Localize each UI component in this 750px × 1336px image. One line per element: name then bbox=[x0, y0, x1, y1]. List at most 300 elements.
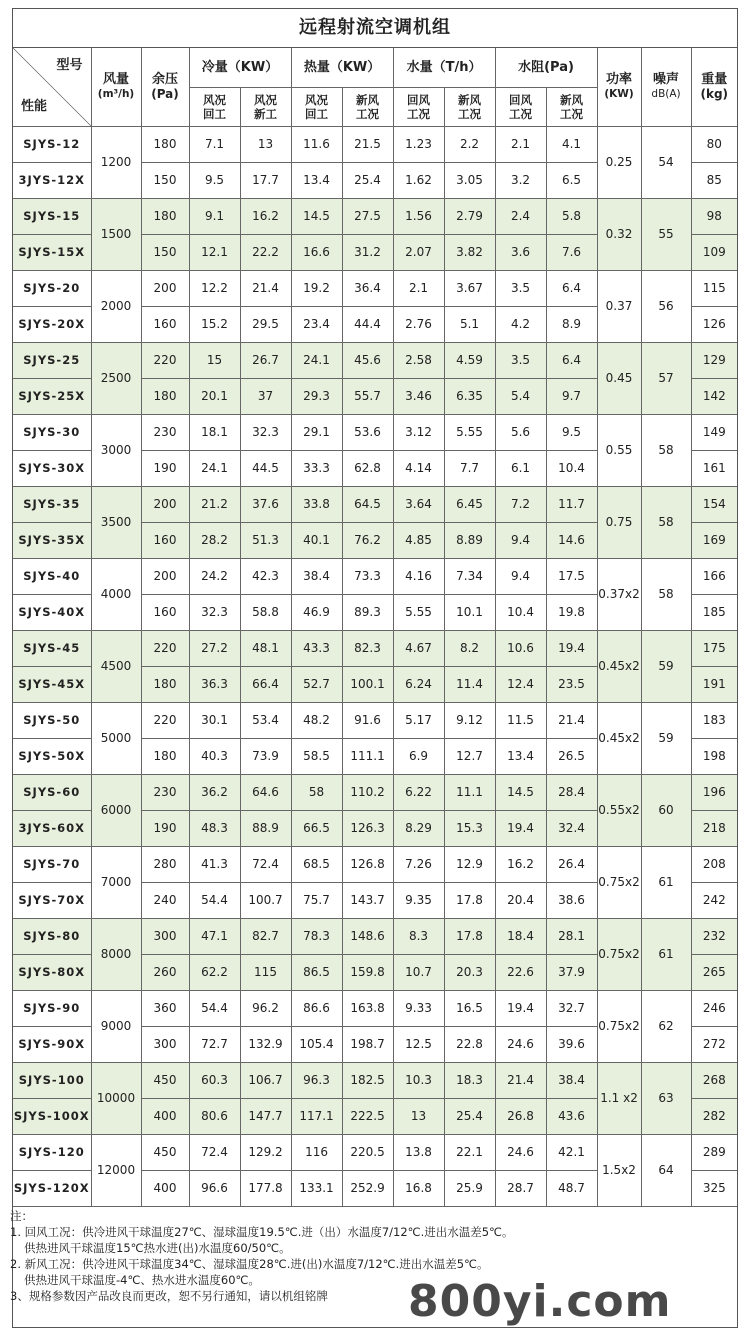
airflow-cell: 10000 bbox=[91, 1062, 141, 1134]
value-cell: 15.3 bbox=[444, 810, 495, 846]
value-cell: 9.1 bbox=[189, 198, 240, 234]
model-cell: SJYS-40X bbox=[13, 594, 91, 630]
header-resistance: 水阻(Pa) bbox=[495, 48, 597, 87]
value-cell: 6.9 bbox=[393, 738, 444, 774]
subheader-line: 工况 bbox=[560, 106, 584, 121]
power-cell: 0.55 bbox=[597, 414, 641, 486]
subheader-line: 风况 bbox=[203, 92, 226, 107]
value-cell: 6.4 bbox=[546, 342, 597, 378]
table-row bbox=[13, 774, 737, 810]
pressure-cell: 150 bbox=[141, 162, 189, 198]
value-cell: 5.8 bbox=[546, 198, 597, 234]
model-cell: SJYS-30X bbox=[13, 450, 91, 486]
value-cell: 18.4 bbox=[495, 918, 546, 954]
value-cell: 14.6 bbox=[546, 522, 597, 558]
model-cell: SJYS-20 bbox=[13, 270, 91, 306]
value-cell: 48.7 bbox=[546, 1170, 597, 1206]
value-cell: 18.1 bbox=[189, 414, 240, 450]
noise-cell: 61 bbox=[641, 918, 691, 990]
value-cell: 18.3 bbox=[444, 1062, 495, 1098]
weight-cell: 166 bbox=[691, 558, 737, 594]
value-cell: 43.3 bbox=[291, 630, 342, 666]
pressure-cell: 240 bbox=[141, 882, 189, 918]
header-power bbox=[597, 48, 641, 126]
value-cell: 19.4 bbox=[546, 630, 597, 666]
header-power-label: 功率 bbox=[606, 71, 633, 87]
value-cell: 82.7 bbox=[240, 918, 291, 954]
value-cell: 88.9 bbox=[240, 810, 291, 846]
header-power-unit: (KW) bbox=[604, 87, 634, 100]
pressure-cell: 450 bbox=[141, 1134, 189, 1170]
value-cell: 3.12 bbox=[393, 414, 444, 450]
header-pressure bbox=[141, 48, 189, 126]
value-cell: 32.3 bbox=[189, 594, 240, 630]
weight-cell: 142 bbox=[691, 378, 737, 414]
value-cell: 36.3 bbox=[189, 666, 240, 702]
weight-cell: 109 bbox=[691, 234, 737, 270]
airflow-cell: 7000 bbox=[91, 846, 141, 918]
airflow-cell: 8000 bbox=[91, 918, 141, 990]
value-cell: 11.6 bbox=[291, 126, 342, 162]
model-cell: SJYS-120X bbox=[13, 1170, 91, 1206]
header-noise bbox=[641, 48, 691, 126]
subheader-cell bbox=[342, 87, 393, 126]
value-cell: 38.6 bbox=[546, 882, 597, 918]
weight-cell: 246 bbox=[691, 990, 737, 1026]
value-cell: 20.3 bbox=[444, 954, 495, 990]
header-airflow-label: 风量 bbox=[102, 71, 129, 87]
table-row bbox=[13, 342, 737, 378]
value-cell: 24.1 bbox=[189, 450, 240, 486]
value-cell: 9.5 bbox=[546, 414, 597, 450]
noise-cell: 64 bbox=[641, 1134, 691, 1206]
value-cell: 11.4 bbox=[444, 666, 495, 702]
table-row bbox=[13, 630, 737, 666]
value-cell: 10.3 bbox=[393, 1062, 444, 1098]
value-cell: 6.5 bbox=[546, 162, 597, 198]
value-cell: 30.1 bbox=[189, 702, 240, 738]
airflow-cell: 2000 bbox=[91, 270, 141, 342]
value-cell: 148.6 bbox=[342, 918, 393, 954]
airflow-cell: 4500 bbox=[91, 630, 141, 702]
value-cell: 117.1 bbox=[291, 1098, 342, 1134]
value-cell: 26.8 bbox=[495, 1098, 546, 1134]
value-cell: 54.4 bbox=[189, 882, 240, 918]
value-cell: 96.3 bbox=[291, 1062, 342, 1098]
table-row bbox=[13, 270, 737, 306]
value-cell: 73.9 bbox=[240, 738, 291, 774]
noise-cell: 60 bbox=[641, 774, 691, 846]
pressure-cell: 300 bbox=[141, 918, 189, 954]
pressure-cell: 200 bbox=[141, 270, 189, 306]
value-cell: 40.3 bbox=[189, 738, 240, 774]
value-cell: 60.3 bbox=[189, 1062, 240, 1098]
noise-cell: 55 bbox=[641, 198, 691, 270]
value-cell: 5.55 bbox=[444, 414, 495, 450]
table-row bbox=[13, 1134, 737, 1170]
value-cell: 17.7 bbox=[240, 162, 291, 198]
subheader-line: 回工 bbox=[203, 106, 226, 121]
value-cell: 39.6 bbox=[546, 1026, 597, 1062]
power-cell: 1.5x2 bbox=[597, 1134, 641, 1206]
value-cell: 3.46 bbox=[393, 378, 444, 414]
airflow-cell: 12000 bbox=[91, 1134, 141, 1206]
value-cell: 54.4 bbox=[189, 990, 240, 1026]
value-cell: 43.6 bbox=[546, 1098, 597, 1134]
value-cell: 28.7 bbox=[495, 1170, 546, 1206]
value-cell: 159.8 bbox=[342, 954, 393, 990]
subheader-line: 新风 bbox=[356, 92, 380, 107]
model-cell: SJYS-90 bbox=[13, 990, 91, 1026]
value-cell: 26.4 bbox=[546, 846, 597, 882]
note-line: 3、规格参数因产品改良而更改，恕不另行通知，请以机组铭牌 bbox=[10, 1289, 328, 1303]
value-cell: 7.6 bbox=[546, 234, 597, 270]
value-cell: 2.76 bbox=[393, 306, 444, 342]
value-cell: 13.4 bbox=[291, 162, 342, 198]
subheader-line: 工况 bbox=[407, 106, 431, 121]
value-cell: 7.34 bbox=[444, 558, 495, 594]
value-cell: 16.6 bbox=[291, 234, 342, 270]
value-cell: 64.6 bbox=[240, 774, 291, 810]
model-cell: SJYS-25X bbox=[13, 378, 91, 414]
value-cell: 15.2 bbox=[189, 306, 240, 342]
value-cell: 26.5 bbox=[546, 738, 597, 774]
weight-cell: 242 bbox=[691, 882, 737, 918]
value-cell: 52.7 bbox=[291, 666, 342, 702]
value-cell: 4.85 bbox=[393, 522, 444, 558]
power-cell: 0.25 bbox=[597, 126, 641, 198]
power-cell: 0.45x2 bbox=[597, 630, 641, 702]
table-row bbox=[13, 846, 737, 882]
airflow-cell: 5000 bbox=[91, 702, 141, 774]
subheader-line: 回风 bbox=[509, 92, 533, 107]
model-cell: SJYS-70X bbox=[13, 882, 91, 918]
pressure-cell: 450 bbox=[141, 1062, 189, 1098]
header-pressure-label: 余压 bbox=[151, 71, 178, 87]
value-cell: 19.4 bbox=[495, 990, 546, 1026]
table-row bbox=[13, 702, 737, 738]
power-cell: 0.45x2 bbox=[597, 702, 641, 774]
value-cell: 3.05 bbox=[444, 162, 495, 198]
noise-cell: 62 bbox=[641, 990, 691, 1062]
value-cell: 3.5 bbox=[495, 342, 546, 378]
value-cell: 4.1 bbox=[546, 126, 597, 162]
value-cell: 9.5 bbox=[189, 162, 240, 198]
value-cell: 12.4 bbox=[495, 666, 546, 702]
value-cell: 13 bbox=[393, 1098, 444, 1134]
model-cell: SJYS-45 bbox=[13, 630, 91, 666]
subheader-line: 工况 bbox=[458, 106, 482, 121]
pressure-cell: 160 bbox=[141, 522, 189, 558]
pressure-cell: 180 bbox=[141, 738, 189, 774]
model-cell: SJYS-80 bbox=[13, 918, 91, 954]
model-cell: SJYS-50X bbox=[13, 738, 91, 774]
value-cell: 4.16 bbox=[393, 558, 444, 594]
value-cell: 16.2 bbox=[240, 198, 291, 234]
model-cell: SJYS-120 bbox=[13, 1134, 91, 1170]
value-cell: 12.9 bbox=[444, 846, 495, 882]
table-row bbox=[13, 414, 737, 450]
model-cell: SJYS-12 bbox=[13, 126, 91, 162]
weight-cell: 185 bbox=[691, 594, 737, 630]
value-cell: 7.26 bbox=[393, 846, 444, 882]
note-line: 2. 新风工况：供冷进风干球温度34℃、湿球温度28℃.进(出)水温度7/12℃.进出水温差5℃。 bbox=[10, 1257, 489, 1271]
value-cell: 7.2 bbox=[495, 486, 546, 522]
weight-cell: 208 bbox=[691, 846, 737, 882]
airflow-cell: 2500 bbox=[91, 342, 141, 414]
model-cell: SJYS-50 bbox=[13, 702, 91, 738]
value-cell: 26.7 bbox=[240, 342, 291, 378]
value-cell: 10.4 bbox=[495, 594, 546, 630]
value-cell: 45.6 bbox=[342, 342, 393, 378]
power-cell: 0.45 bbox=[597, 342, 641, 414]
page-title: 远程射流空调机组 bbox=[13, 9, 737, 48]
model-cell: SJYS-100X bbox=[13, 1098, 91, 1134]
weight-cell: 282 bbox=[691, 1098, 737, 1134]
value-cell: 2.07 bbox=[393, 234, 444, 270]
value-cell: 27.5 bbox=[342, 198, 393, 234]
model-cell: SJYS-100 bbox=[13, 1062, 91, 1098]
value-cell: 126.8 bbox=[342, 846, 393, 882]
weight-cell: 272 bbox=[691, 1026, 737, 1062]
header-heating: 热量（KW） bbox=[291, 48, 393, 87]
spec-sheet bbox=[12, 8, 738, 1328]
value-cell: 36.4 bbox=[342, 270, 393, 306]
value-cell: 4.2 bbox=[495, 306, 546, 342]
value-cell: 2.1 bbox=[495, 126, 546, 162]
value-cell: 11.1 bbox=[444, 774, 495, 810]
pressure-cell: 200 bbox=[141, 486, 189, 522]
value-cell: 46.9 bbox=[291, 594, 342, 630]
value-cell: 96.2 bbox=[240, 990, 291, 1026]
value-cell: 182.5 bbox=[342, 1062, 393, 1098]
value-cell: 48.1 bbox=[240, 630, 291, 666]
value-cell: 3.2 bbox=[495, 162, 546, 198]
value-cell: 3.82 bbox=[444, 234, 495, 270]
value-cell: 14.5 bbox=[495, 774, 546, 810]
value-cell: 53.6 bbox=[342, 414, 393, 450]
header-weight-unit: (kg) bbox=[700, 86, 729, 101]
value-cell: 9.7 bbox=[546, 378, 597, 414]
value-cell: 2.1 bbox=[393, 270, 444, 306]
weight-cell: 169 bbox=[691, 522, 737, 558]
value-cell: 22.6 bbox=[495, 954, 546, 990]
value-cell: 32.7 bbox=[546, 990, 597, 1026]
value-cell: 48.3 bbox=[189, 810, 240, 846]
header-weight bbox=[691, 48, 737, 126]
weight-cell: 98 bbox=[691, 198, 737, 234]
value-cell: 28.2 bbox=[189, 522, 240, 558]
note-line: 供热进风干球温度-4℃、热水进水温度60℃。 bbox=[24, 1273, 260, 1287]
noise-cell: 56 bbox=[641, 270, 691, 342]
value-cell: 22.1 bbox=[444, 1134, 495, 1170]
value-cell: 6.1 bbox=[495, 450, 546, 486]
value-cell: 11.7 bbox=[546, 486, 597, 522]
value-cell: 6.24 bbox=[393, 666, 444, 702]
subheader-cell bbox=[291, 87, 342, 126]
value-cell: 3.67 bbox=[444, 270, 495, 306]
weight-cell: 325 bbox=[691, 1170, 737, 1206]
pressure-cell: 180 bbox=[141, 378, 189, 414]
header-noise-unit: dB(A) bbox=[651, 87, 681, 100]
value-cell: 106.7 bbox=[240, 1062, 291, 1098]
value-cell: 177.8 bbox=[240, 1170, 291, 1206]
value-cell: 21.5 bbox=[342, 126, 393, 162]
noise-cell: 57 bbox=[641, 342, 691, 414]
value-cell: 55.7 bbox=[342, 378, 393, 414]
value-cell: 6.45 bbox=[444, 486, 495, 522]
value-cell: 2.2 bbox=[444, 126, 495, 162]
weight-cell: 80 bbox=[691, 126, 737, 162]
value-cell: 27.2 bbox=[189, 630, 240, 666]
noise-cell: 63 bbox=[641, 1062, 691, 1134]
table-row bbox=[13, 486, 737, 522]
model-cell: SJYS-60 bbox=[13, 774, 91, 810]
model-cell: SJYS-80X bbox=[13, 954, 91, 990]
spec-table bbox=[13, 48, 737, 1207]
value-cell: 12.5 bbox=[393, 1026, 444, 1062]
value-cell: 62.2 bbox=[189, 954, 240, 990]
weight-cell: 198 bbox=[691, 738, 737, 774]
airflow-cell: 4000 bbox=[91, 558, 141, 630]
pressure-cell: 260 bbox=[141, 954, 189, 990]
value-cell: 10.1 bbox=[444, 594, 495, 630]
model-cell: 3JYS-12X bbox=[13, 162, 91, 198]
model-cell: SJYS-45X bbox=[13, 666, 91, 702]
value-cell: 23.4 bbox=[291, 306, 342, 342]
header-weight-label: 重量 bbox=[701, 71, 728, 87]
noise-cell: 59 bbox=[641, 630, 691, 702]
value-cell: 72.4 bbox=[189, 1134, 240, 1170]
value-cell: 53.4 bbox=[240, 702, 291, 738]
value-cell: 17.8 bbox=[444, 882, 495, 918]
value-cell: 22.2 bbox=[240, 234, 291, 270]
value-cell: 75.7 bbox=[291, 882, 342, 918]
model-cell: SJYS-70 bbox=[13, 846, 91, 882]
value-cell: 10.6 bbox=[495, 630, 546, 666]
header-model-label: 型号 bbox=[56, 58, 83, 73]
value-cell: 8.2 bbox=[444, 630, 495, 666]
value-cell: 14.5 bbox=[291, 198, 342, 234]
model-cell: SJYS-20X bbox=[13, 306, 91, 342]
subheader-cell bbox=[189, 87, 240, 126]
model-cell: SJYS-25 bbox=[13, 342, 91, 378]
subheader-cell bbox=[495, 87, 546, 126]
value-cell: 11.5 bbox=[495, 702, 546, 738]
value-cell: 163.8 bbox=[342, 990, 393, 1026]
value-cell: 37.6 bbox=[240, 486, 291, 522]
table-row bbox=[13, 126, 737, 162]
power-cell: 1.1 x2 bbox=[597, 1062, 641, 1134]
header-cooling: 冷量（KW） bbox=[189, 48, 291, 87]
value-cell: 6.4 bbox=[546, 270, 597, 306]
value-cell: 28.1 bbox=[546, 918, 597, 954]
value-cell: 9.35 bbox=[393, 882, 444, 918]
value-cell: 8.3 bbox=[393, 918, 444, 954]
subheader-line: 回工 bbox=[305, 106, 329, 121]
model-cell: SJYS-35 bbox=[13, 486, 91, 522]
weight-cell: 289 bbox=[691, 1134, 737, 1170]
spec-table-body bbox=[13, 126, 737, 1206]
table-row bbox=[13, 198, 737, 234]
power-cell: 0.75x2 bbox=[597, 990, 641, 1062]
power-cell: 0.75 bbox=[597, 486, 641, 558]
value-cell: 37.9 bbox=[546, 954, 597, 990]
value-cell: 58 bbox=[291, 774, 342, 810]
header-performance-label: 性能 bbox=[21, 98, 48, 114]
value-cell: 4.67 bbox=[393, 630, 444, 666]
value-cell: 17.5 bbox=[546, 558, 597, 594]
value-cell: 29.5 bbox=[240, 306, 291, 342]
model-cell: SJYS-30 bbox=[13, 414, 91, 450]
pressure-cell: 180 bbox=[141, 666, 189, 702]
value-cell: 19.4 bbox=[495, 810, 546, 846]
power-cell: 0.75x2 bbox=[597, 918, 641, 990]
value-cell: 73.3 bbox=[342, 558, 393, 594]
value-cell: 4.59 bbox=[444, 342, 495, 378]
value-cell: 22.8 bbox=[444, 1026, 495, 1062]
value-cell: 6.35 bbox=[444, 378, 495, 414]
value-cell: 21.2 bbox=[189, 486, 240, 522]
weight-cell: 183 bbox=[691, 702, 737, 738]
noise-cell: 54 bbox=[641, 126, 691, 198]
value-cell: 1.62 bbox=[393, 162, 444, 198]
weight-cell: 218 bbox=[691, 810, 737, 846]
value-cell: 33.8 bbox=[291, 486, 342, 522]
airflow-cell: 1200 bbox=[91, 126, 141, 198]
model-cell: SJYS-90X bbox=[13, 1026, 91, 1062]
header-noise-label: 噪声 bbox=[653, 71, 680, 87]
value-cell: 5.4 bbox=[495, 378, 546, 414]
pressure-cell: 180 bbox=[141, 198, 189, 234]
weight-cell: 196 bbox=[691, 774, 737, 810]
pressure-cell: 190 bbox=[141, 810, 189, 846]
value-cell: 25.9 bbox=[444, 1170, 495, 1206]
pressure-cell: 300 bbox=[141, 1026, 189, 1062]
value-cell: 7.1 bbox=[189, 126, 240, 162]
value-cell: 252.9 bbox=[342, 1170, 393, 1206]
value-cell: 220.5 bbox=[342, 1134, 393, 1170]
pressure-cell: 220 bbox=[141, 702, 189, 738]
value-cell: 9.4 bbox=[495, 522, 546, 558]
weight-cell: 85 bbox=[691, 162, 737, 198]
pressure-cell: 400 bbox=[141, 1170, 189, 1206]
value-cell: 58.8 bbox=[240, 594, 291, 630]
value-cell: 42.1 bbox=[546, 1134, 597, 1170]
weight-cell: 149 bbox=[691, 414, 737, 450]
header-pressure-unit: (Pa) bbox=[151, 86, 179, 101]
value-cell: 12.2 bbox=[189, 270, 240, 306]
value-cell: 110.2 bbox=[342, 774, 393, 810]
value-cell: 47.1 bbox=[189, 918, 240, 954]
value-cell: 33.3 bbox=[291, 450, 342, 486]
value-cell: 1.56 bbox=[393, 198, 444, 234]
value-cell: 2.4 bbox=[495, 198, 546, 234]
pressure-cell: 180 bbox=[141, 126, 189, 162]
value-cell: 2.58 bbox=[393, 342, 444, 378]
subheader-cell bbox=[240, 87, 291, 126]
value-cell: 9.4 bbox=[495, 558, 546, 594]
value-cell: 3.6 bbox=[495, 234, 546, 270]
value-cell: 21.4 bbox=[495, 1062, 546, 1098]
header-airflow-unit: (m³/h) bbox=[97, 87, 135, 100]
value-cell: 13.4 bbox=[495, 738, 546, 774]
pressure-cell: 280 bbox=[141, 846, 189, 882]
power-cell: 0.55x2 bbox=[597, 774, 641, 846]
value-cell: 8.29 bbox=[393, 810, 444, 846]
value-cell: 48.2 bbox=[291, 702, 342, 738]
pressure-cell: 230 bbox=[141, 774, 189, 810]
